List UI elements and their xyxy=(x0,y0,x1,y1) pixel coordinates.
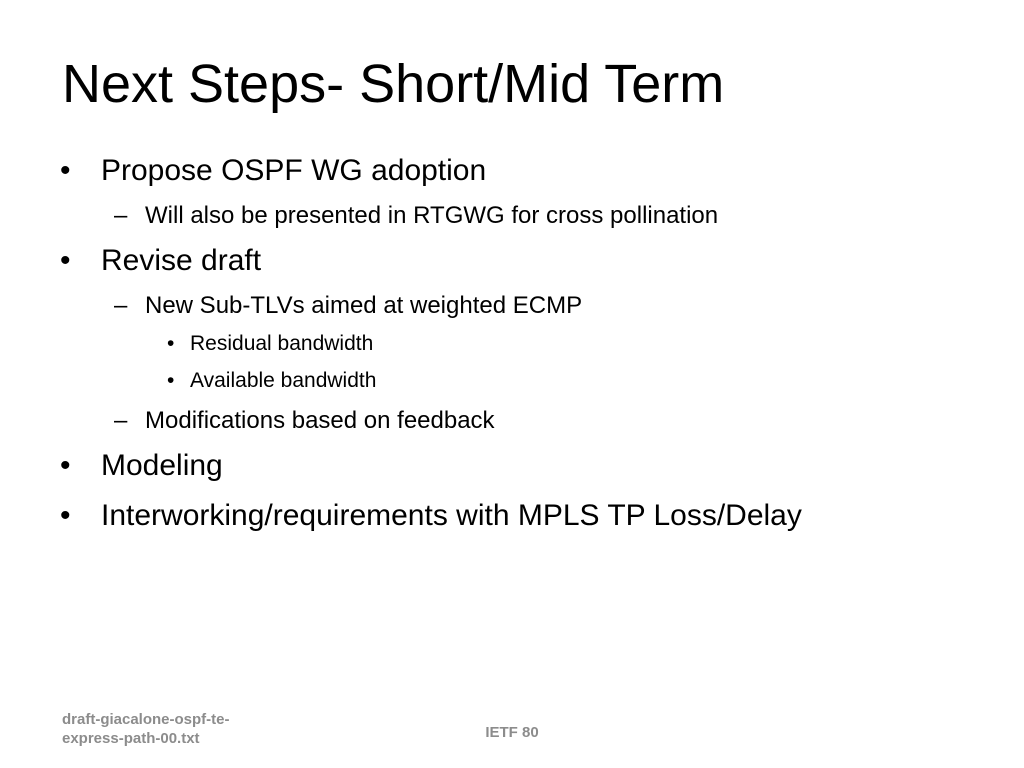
sub-bullet-text: New Sub-TLVs aimed at weighted ECMP xyxy=(145,292,583,319)
footer-line: draft-giacalone-ospf-te- xyxy=(62,711,230,728)
bullet-marker: • xyxy=(60,499,71,532)
bullet-text: Revise draft xyxy=(101,244,262,277)
footer-draft-name xyxy=(62,710,282,748)
dash-marker: – xyxy=(114,202,128,229)
bullet-marker: • xyxy=(60,244,71,277)
bullet-marker: • xyxy=(60,154,71,187)
sub-bullet-text: Will also be presented in RTGWG for cross pollination xyxy=(145,202,719,229)
footer-line: express-path-00.txt xyxy=(62,730,200,747)
dash-marker: – xyxy=(114,407,128,434)
bullet-marker: • xyxy=(167,332,175,355)
slide-title: Next Steps- Short/Mid Term xyxy=(62,54,725,114)
sub-sub-bullet-text: Residual bandwidth xyxy=(190,332,374,355)
bullet-marker: • xyxy=(60,449,71,482)
bullet-text: Modeling xyxy=(101,449,223,482)
dash-marker: – xyxy=(114,292,128,319)
bullet-text: Propose OSPF WG adoption xyxy=(101,154,487,187)
bullet-text: Interworking/requirements with MPLS TP Loss/Delay xyxy=(101,499,802,532)
bullet-marker: • xyxy=(167,369,175,392)
sub-sub-bullet-text: Available bandwidth xyxy=(190,369,377,392)
footer-event: IETF 80 xyxy=(485,724,539,741)
sub-bullet-text: Modifications based on feedback xyxy=(145,407,495,434)
